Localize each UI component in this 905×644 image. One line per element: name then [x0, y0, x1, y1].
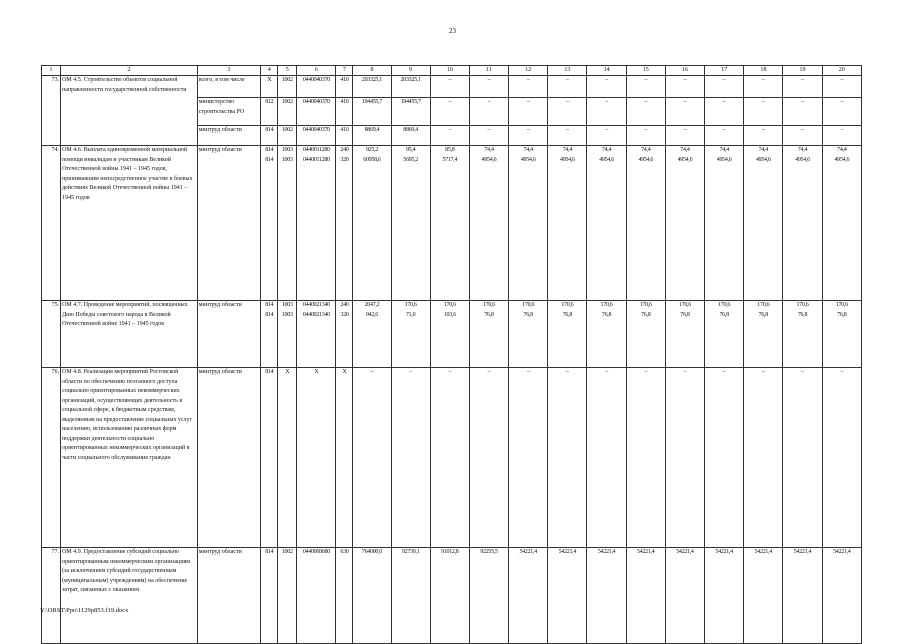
- cell-value: 170,6: [639, 302, 652, 308]
- table-row: [42, 301, 862, 368]
- cell-pair: [705, 146, 744, 301]
- cell-value: –: [430, 368, 469, 548]
- cell-value: 54221,4: [509, 548, 548, 644]
- cell-value: –: [353, 368, 391, 548]
- cell-value: –: [469, 98, 508, 126]
- column-header-1: 1: [42, 66, 61, 76]
- row-number: 76.: [42, 368, 61, 548]
- cell-value: 812: [261, 98, 278, 126]
- cell-value: 814: [261, 126, 278, 146]
- cell-pair: [353, 146, 391, 301]
- cell-value: –: [626, 98, 665, 126]
- column-header-20: 20: [822, 66, 861, 76]
- cell-pair: [353, 301, 391, 368]
- cell-value: 814: [261, 368, 278, 548]
- event-name: ОМ 4.7. Проведение мероприятий, посвященных Дню Победы советского народа в Великой Отечественной войне 1941 – 1945 годов: [61, 301, 198, 368]
- cell-pair: [705, 301, 744, 368]
- cell-value: 0440068680: [297, 548, 336, 644]
- cell-pair: [261, 301, 278, 368]
- column-header-3: 3: [197, 66, 261, 76]
- row-number: 75.: [42, 301, 61, 368]
- cell-value: 814: [265, 147, 274, 153]
- cell-value: 0440011280: [302, 156, 330, 163]
- cell-pair: [391, 146, 430, 301]
- cell-pair: [297, 146, 336, 301]
- cell-value: –: [430, 76, 469, 98]
- cell-value: 240: [340, 302, 349, 308]
- cell-pair: [665, 146, 704, 301]
- cell-pair: [626, 146, 665, 301]
- column-header-5: 5: [278, 66, 297, 76]
- cell-value: 54221,4: [705, 548, 744, 644]
- cell-value: 74,4: [523, 147, 533, 153]
- cell-value: 814: [265, 311, 274, 318]
- column-header-17: 17: [705, 66, 744, 76]
- cell-value: 76,8: [484, 311, 494, 318]
- cell-value: –: [469, 126, 508, 146]
- cell-value: 0440040370: [297, 76, 336, 98]
- cell-value: 71,0: [405, 311, 416, 318]
- column-header-15: 15: [626, 66, 665, 76]
- cell-pair: [430, 146, 469, 301]
- cell-value: –: [509, 98, 548, 126]
- event-name: ОМ 4.8. Реализация мероприятий Ростовской области по обеспечению поэтапного доступа социально ориентированных некоммерческих организаций, осуществляющих деятельность в социальной сфере, к бюджетным средствам, выделяемым на предоставление социальных услуг населению, использованию различных форм поддержки деятельности социально ориентированных некоммерческих организаций в части социального обслуживания граждан: [61, 368, 198, 548]
- cell-value: 240: [340, 147, 349, 153]
- column-header-13: 13: [548, 66, 587, 76]
- row-number: 77.: [42, 548, 61, 644]
- cell-value: 170,6: [443, 302, 456, 308]
- cell-value: 95,4: [405, 147, 416, 153]
- cell-value: 170,6: [678, 302, 691, 308]
- cell-value: 1003: [281, 311, 293, 318]
- cell-value: 54221,4: [665, 548, 704, 644]
- cell-value: X: [278, 368, 297, 548]
- column-header-2: 2: [61, 66, 198, 76]
- cell-value: –: [509, 126, 548, 146]
- cell-value: 76,8: [641, 311, 651, 318]
- cell-value: 4954,6: [677, 156, 693, 163]
- cell-value: –: [469, 368, 508, 548]
- cell-value: 1003: [281, 302, 293, 308]
- cell-value: –: [548, 126, 587, 146]
- cell-value: –: [548, 76, 587, 98]
- cell-pair: [261, 146, 278, 301]
- cell-value: 170,6: [718, 302, 731, 308]
- column-header-14: 14: [587, 66, 626, 76]
- cell-value: 320: [340, 311, 349, 318]
- cell-value: –: [822, 98, 861, 126]
- cell-value: 194455,7: [353, 98, 391, 126]
- cell-pair: [744, 301, 783, 368]
- cell-pair: [336, 146, 353, 301]
- cell-value: 54221,4: [587, 548, 626, 644]
- cell-value: 74,4: [641, 147, 651, 153]
- cell-value: –: [626, 76, 665, 98]
- cell-value: 54221,4: [548, 548, 587, 644]
- cell-value: 410: [336, 76, 353, 98]
- cell-value: 630: [336, 548, 353, 644]
- cell-value: –: [744, 126, 783, 146]
- cell-value: 74,4: [601, 147, 612, 153]
- cell-pair: [587, 146, 626, 301]
- cell-value: 76,8: [837, 311, 847, 318]
- column-header-4: 4: [261, 66, 278, 76]
- cell-value: 0440011280: [302, 147, 330, 153]
- cell-value: 74,4: [562, 147, 573, 153]
- cell-pair: [391, 301, 430, 368]
- cell-value: 194455,7: [391, 98, 430, 126]
- cell-value: 76,8: [601, 311, 612, 318]
- cell-pair: [278, 146, 297, 301]
- cell-value: –: [744, 368, 783, 548]
- row-number: 74.: [42, 146, 61, 301]
- cell-value: 0440040370: [297, 126, 336, 146]
- cell-value: –: [548, 368, 587, 548]
- column-header-12: 12: [509, 66, 548, 76]
- cell-pair: [430, 301, 469, 368]
- cell-pair: [336, 301, 353, 368]
- cell-value: 4954,6: [599, 156, 614, 163]
- cell-value: 5695,2: [403, 156, 418, 163]
- cell-pair: [665, 301, 704, 368]
- table-row: [42, 76, 862, 98]
- cell-pair: [297, 301, 336, 368]
- cell-value: 74,4: [680, 147, 690, 153]
- column-header-9: 9: [391, 66, 430, 76]
- cell-value: –: [665, 98, 704, 126]
- executor: министерство строительства РО: [197, 98, 261, 126]
- cell-value: 0440021340: [302, 302, 330, 308]
- cell-pair: [509, 146, 548, 301]
- cell-value: 74,4: [797, 147, 808, 153]
- page-number: 23: [449, 27, 456, 35]
- event-name: ОМ 4.6. Выплата единовременной материальной помощи инвалидам и участникам Великой Отечественной войны 1941 – 1945 годов, принимавшим непосредственное участие в боевых действиях Великой Отечественной войны 1941 – 1945 годов: [61, 146, 198, 301]
- cell-value: 1002: [278, 548, 297, 644]
- cell-pair: [509, 301, 548, 368]
- cell-value: 54221,4: [822, 548, 861, 644]
- cell-value: 74,4: [484, 147, 494, 153]
- cell-value: 76,8: [523, 311, 533, 318]
- cell-value: 4954,6: [520, 156, 536, 163]
- cell-value: X: [297, 368, 336, 548]
- cell-value: 2047,2: [364, 302, 380, 308]
- cell-value: 1003: [281, 147, 293, 153]
- executor: минтруд области: [197, 126, 261, 146]
- cell-value: –: [587, 98, 626, 126]
- event-name: ОМ 4.5. Строительство объектов социальной направленности государственной собственности: [61, 76, 198, 146]
- cell-value: 76,8: [797, 311, 808, 318]
- cell-value: 92739,1: [391, 548, 430, 644]
- cell-value: 92255,5: [469, 548, 508, 644]
- column-header-7: 7: [336, 66, 353, 76]
- cell-pair: [822, 301, 861, 368]
- cell-value: 85,8: [445, 147, 455, 153]
- column-header-6: 6: [297, 66, 336, 76]
- table-row: [42, 548, 862, 644]
- cell-value: –: [705, 76, 744, 98]
- cell-value: 320: [340, 156, 349, 163]
- cell-value: 814: [261, 548, 278, 644]
- event-name: ОМ 4.9. Предоставление субсидий социально ориентированным некоммерческим организациям (за исключением субсидий государственным (муниципальным) учреждениям) на обеспечение затрат, связанных с оказанием: [61, 548, 198, 644]
- cell-pair: [469, 146, 508, 301]
- cell-value: –: [665, 76, 704, 98]
- cell-pair: [744, 146, 783, 301]
- cell-value: –: [744, 98, 783, 126]
- cell-value: 170,6: [835, 302, 848, 308]
- column-header-11: 11: [469, 66, 508, 76]
- cell-value: 5717,4: [442, 156, 458, 163]
- column-header-18: 18: [744, 66, 783, 76]
- cell-pair: [548, 146, 587, 301]
- row-number: 73.: [42, 76, 61, 146]
- cell-value: –: [783, 76, 822, 98]
- header-row: [42, 66, 862, 76]
- cell-value: 170,6: [404, 302, 417, 308]
- cell-value: 74,4: [758, 147, 768, 153]
- cell-value: –: [783, 126, 822, 146]
- cell-value: 942,6: [365, 311, 378, 318]
- cell-value: –: [665, 126, 704, 146]
- column-header-19: 19: [783, 66, 822, 76]
- cell-value: 203325,1: [391, 76, 430, 98]
- cell-value: 170,6: [561, 302, 574, 308]
- table-row: [42, 146, 862, 301]
- cell-value: 1002: [278, 76, 297, 98]
- cell-value: –: [744, 76, 783, 98]
- cell-value: –: [587, 76, 626, 98]
- column-header-16: 16: [665, 66, 704, 76]
- cell-pair: [822, 146, 861, 301]
- cell-value: –: [430, 98, 469, 126]
- cell-value: 814: [265, 156, 274, 163]
- table-row: [42, 368, 862, 548]
- cell-value: 925,2: [365, 147, 378, 153]
- cell-value: 1002: [278, 126, 297, 146]
- cell-value: –: [626, 126, 665, 146]
- cell-value: –: [822, 126, 861, 146]
- cell-value: –: [626, 368, 665, 548]
- cell-value: 60958,6: [363, 156, 381, 163]
- cell-value: –: [822, 76, 861, 98]
- cell-value: 76,8: [680, 311, 690, 318]
- cell-value: –: [783, 98, 822, 126]
- cell-value: 76,8: [719, 311, 729, 318]
- cell-value: 8869,4: [391, 126, 430, 146]
- cell-value: –: [822, 368, 861, 548]
- executor: минтруд области: [197, 301, 261, 368]
- cell-value: 4954,6: [795, 156, 810, 163]
- cell-value: 54221,4: [626, 548, 665, 644]
- cell-value: 1002: [278, 98, 297, 126]
- cell-value: 4954,6: [638, 156, 654, 163]
- cell-value: 170,6: [600, 302, 613, 308]
- cell-value: 74,4: [719, 147, 729, 153]
- cell-value: 0440021340: [302, 311, 330, 318]
- cell-value: 91012,8: [430, 548, 469, 644]
- cell-value: 4954,6: [560, 156, 575, 163]
- column-header-10: 10: [430, 66, 469, 76]
- cell-pair: [469, 301, 508, 368]
- cell-value: –: [665, 368, 704, 548]
- cell-value: 4954,6: [755, 156, 771, 163]
- cell-value: X: [336, 368, 353, 548]
- executor: минтруд области: [197, 548, 261, 644]
- cell-value: 8869,4: [353, 126, 391, 146]
- cell-pair: [278, 301, 297, 368]
- executor: минтруд области: [197, 368, 261, 548]
- cell-value: 170,6: [482, 302, 495, 308]
- cell-value: 170,6: [757, 302, 770, 308]
- cell-value: 764000,0: [353, 548, 391, 644]
- cell-value: 4954,6: [481, 156, 497, 163]
- cell-value: 54221,4: [783, 548, 822, 644]
- cell-pair: [587, 301, 626, 368]
- cell-value: –: [509, 76, 548, 98]
- cell-value: 76,8: [562, 311, 573, 318]
- cell-value: 410: [336, 98, 353, 126]
- cell-value: 1003: [281, 156, 293, 163]
- cell-value: –: [548, 98, 587, 126]
- cell-value: –: [509, 368, 548, 548]
- cell-value: –: [705, 126, 744, 146]
- cell-value: –: [469, 76, 508, 98]
- cell-value: –: [430, 126, 469, 146]
- cell-value: 54221,4: [744, 548, 783, 644]
- cell-value: 203325,1: [353, 76, 391, 98]
- executor: минтруд области: [197, 146, 261, 301]
- cell-value: 0440040370: [297, 98, 336, 126]
- cell-pair: [548, 301, 587, 368]
- cell-value: 4954,6: [716, 156, 732, 163]
- cell-value: 170,6: [522, 302, 535, 308]
- cell-value: 814: [265, 302, 274, 308]
- cell-value: 170,6: [796, 302, 809, 308]
- file-path-footer: Y:\ORST\Ppo\1129p853.f19.docx: [40, 607, 129, 614]
- cell-value: –: [587, 368, 626, 548]
- column-header-8: 8: [353, 66, 391, 76]
- cell-value: X: [261, 76, 278, 98]
- cell-value: –: [783, 368, 822, 548]
- cell-value: 410: [336, 126, 353, 146]
- budget-table: [41, 65, 862, 644]
- cell-pair: [626, 301, 665, 368]
- cell-value: 76,8: [758, 311, 768, 318]
- cell-value: 4954,6: [834, 156, 850, 163]
- cell-value: –: [705, 98, 744, 126]
- cell-pair: [783, 146, 822, 301]
- cell-value: –: [705, 368, 744, 548]
- cell-pair: [783, 301, 822, 368]
- executor: всего, в том числе: [197, 76, 261, 98]
- cell-value: 103,6: [443, 311, 456, 318]
- cell-value: –: [391, 368, 430, 548]
- cell-value: –: [587, 126, 626, 146]
- cell-value: 74,4: [837, 147, 847, 153]
